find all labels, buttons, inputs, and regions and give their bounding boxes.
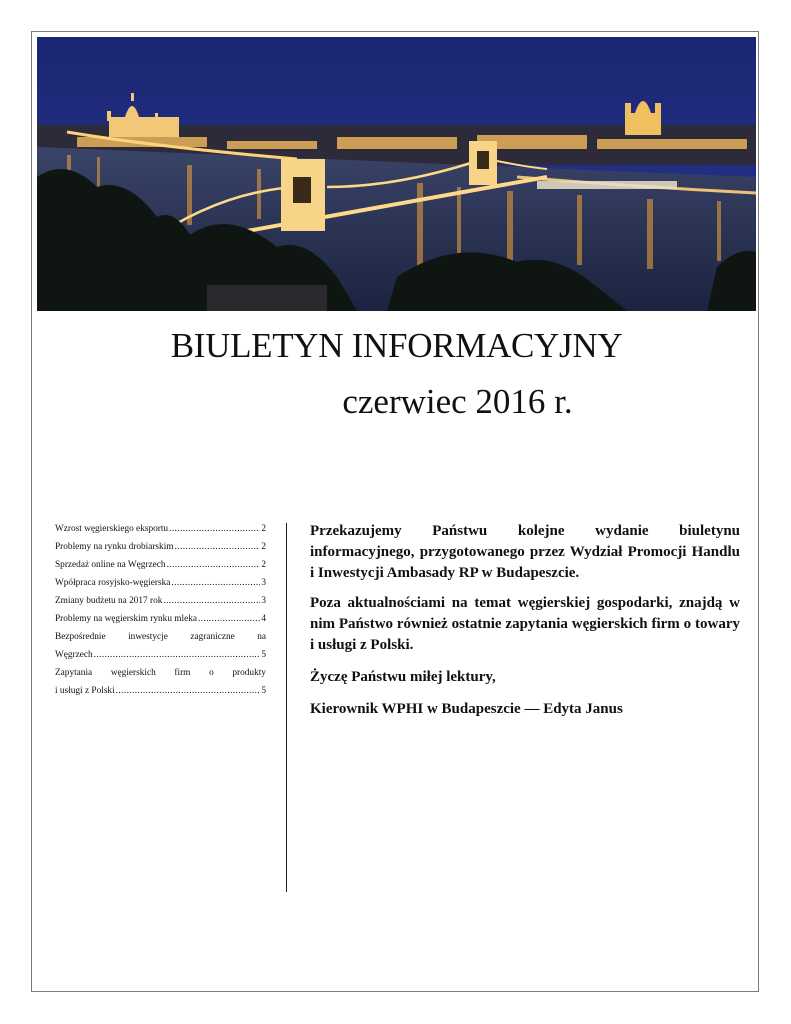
column-divider bbox=[286, 523, 287, 892]
toc-item[interactable] bbox=[55, 592, 266, 610]
toc-leader bbox=[175, 538, 261, 556]
toc-leader bbox=[169, 520, 260, 538]
toc-item-label: Węgrzech bbox=[55, 650, 93, 660]
toc-word: węgierskich bbox=[110, 668, 156, 678]
toc-item-label: Sprzedaż online na Węgrzech bbox=[55, 560, 166, 570]
intro-signature: Kierownik WPHI w Budapeszcie — Edyta Janus bbox=[310, 701, 623, 717]
toc-item[interactable] bbox=[55, 556, 266, 574]
toc-item[interactable] bbox=[55, 520, 266, 538]
toc-leader bbox=[163, 592, 260, 610]
bulletin-title: BIULETYN INFORMACYJNY bbox=[170, 326, 623, 365]
toc-item-page: 3 bbox=[261, 578, 266, 588]
toc-item-page: 2 bbox=[261, 560, 266, 570]
toc-leader bbox=[94, 646, 261, 664]
toc-item-label: Wzrost węgierskiego eksportu bbox=[55, 524, 169, 534]
toc-word: Zapytania bbox=[55, 668, 93, 678]
toc-item[interactable] bbox=[55, 574, 266, 592]
toc-item-label: Problemy na rynku drobiarskim bbox=[55, 542, 174, 552]
toc-item-page: 5 bbox=[261, 686, 266, 696]
toc-leader bbox=[198, 610, 260, 628]
intro-greeting: Życzę Państwu miłej lektury, bbox=[310, 669, 496, 685]
toc-item-label: Wpółpraca rosyjsko-węgierska bbox=[55, 578, 171, 588]
toc-item[interactable] bbox=[55, 610, 266, 628]
toc-item-label-line1 bbox=[55, 664, 266, 682]
budapest-night-illustration bbox=[37, 37, 756, 311]
toc-item-label: Problemy na węgierskim rynku mleka bbox=[55, 614, 198, 624]
toc-word: produkty bbox=[232, 668, 266, 678]
toc-leader bbox=[171, 574, 260, 592]
toc-item-page: 2 bbox=[261, 524, 266, 534]
toc-item-label: Zmiany budżetu na 2017 rok bbox=[55, 596, 163, 606]
toc-item[interactable] bbox=[55, 664, 266, 700]
cover-photo bbox=[37, 37, 756, 311]
toc-leader bbox=[167, 556, 261, 574]
toc-item[interactable] bbox=[55, 628, 266, 664]
intro-paragraph-2: Poza aktualnościami na temat węgierskiej gospodarki, znajdą w nim Państwo również ostatnie zapytania węgierskich firm o towary i usługi z Polski. bbox=[310, 595, 740, 653]
toc-leader bbox=[116, 682, 261, 700]
toc-item-label: i usługi z Polski bbox=[55, 686, 115, 696]
toc-word: na bbox=[257, 632, 266, 642]
toc-word: zagraniczne bbox=[190, 632, 235, 642]
toc-item[interactable] bbox=[55, 538, 266, 556]
toc-word: Bezpośrednie bbox=[55, 632, 106, 642]
bulletin-date: czerwiec 2016 r. bbox=[342, 382, 573, 421]
table-of-contents bbox=[55, 520, 266, 700]
toc-item-label-line1 bbox=[55, 628, 266, 646]
intro-paragraph-1: Przekazujemy Państwu kolejne wydanie biuletynu informacyjnego, przygotowanego przez Wydział Promocji Handlu i Inwestycji Ambasady RP w Budapeszcie. bbox=[310, 523, 740, 581]
toc-item-page: 4 bbox=[261, 614, 266, 624]
intro-text bbox=[310, 521, 740, 729]
toc-word: o bbox=[209, 668, 214, 678]
toc-item-page: 5 bbox=[261, 650, 266, 660]
toc-word: inwestycje bbox=[128, 632, 168, 642]
toc-item-page: 3 bbox=[261, 596, 266, 606]
toc-word: firm bbox=[174, 668, 191, 678]
toc-item-page: 2 bbox=[261, 542, 266, 552]
